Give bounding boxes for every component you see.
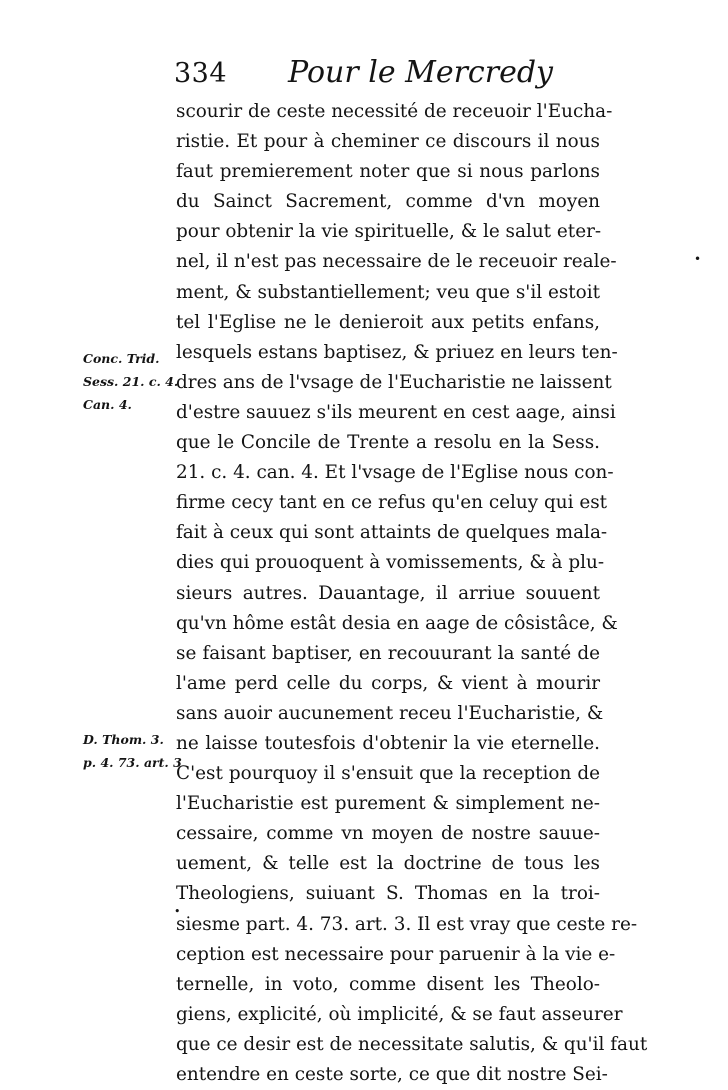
text-line: l'ame perd celle du corps, & vient à mourir	[176, 672, 600, 694]
ink-mark: •	[694, 252, 702, 266]
text-line: du Sainct Sacrement, comme d'vn moyen	[176, 191, 600, 213]
text-line: pour obtenir la vie spirituelle, & le salut eter-	[176, 221, 602, 243]
text-line: siesme part. 4. 73. art. 3. Il est vray que ceste re-	[176, 913, 638, 935]
text-line: ception est necessaire pour paruenir à la vie e-	[176, 943, 616, 965]
text-line: Theologiens, suiuant S. Thomas en la troi-	[176, 883, 600, 905]
text-line: fait à ceux qui sont attaints de quelques mala-	[176, 522, 608, 544]
text-line: que le Concile de Trente a resolu en la Sess.	[176, 432, 600, 454]
text-line: dies qui prouoquent à vomissements, & à plu-	[176, 552, 605, 574]
margin-note-thomas	[83, 728, 182, 774]
ink-mark: •	[174, 905, 181, 918]
text-line: tel l'Eglise ne le denieroit aux petits enfans,	[176, 311, 600, 333]
text-line: 21. c. 4. can. 4. Et l'vsage de l'Eglise nous con-	[176, 462, 614, 484]
text-line: que ce desir est de necessitate salutis, & qu'il faut	[176, 1033, 648, 1055]
text-line: uement, & telle est la doctrine de tous les	[176, 853, 600, 875]
margin-note-line: p. 4. 73. art. 3	[83, 755, 182, 770]
text-line: C'est pourquoy il s'ensuit que la reception de	[176, 763, 600, 785]
text-line: cessaire, comme vn moyen de nostre sauue-	[176, 823, 600, 845]
margin-note-line: Sess. 21. c. 4.	[83, 374, 179, 389]
running-head: Pour le Mercredy	[288, 55, 553, 90]
margin-note-concile	[83, 347, 178, 416]
text-line: ristie. Et pour à cheminer ce discours il nous	[176, 131, 600, 153]
body-text	[176, 97, 648, 1090]
text-line: lesquels estans baptisez, & priuez en leurs ten-	[176, 341, 618, 363]
text-line: l'Eucharistie est purement & simplement ne-	[176, 793, 600, 815]
text-line: scourir de ceste necessité de receuoir l'Eucha-	[176, 101, 613, 122]
text-line: d'estre sauuez s'ils meurent en cest aage, ainsi	[176, 401, 616, 423]
text-line: se faisant baptiser, en recouurant la santé de	[176, 642, 600, 664]
text-line: dres ans de l'vsage de l'Eucharistie ne laissent	[176, 371, 612, 393]
text-line: ne laisse toutesfois d'obtenir la vie eternelle.	[176, 732, 600, 754]
margin-note-line: D. Thom. 3.	[83, 732, 164, 747]
text-line: faut premierement noter que si nous parlons	[176, 161, 600, 183]
text-line: sans auoir aucunement receu l'Eucharistie, &	[176, 702, 604, 724]
text-line: ternelle, in voto, comme disent les Theolo-	[176, 973, 600, 995]
text-line: firme cecy tant en ce refus qu'en celuy qui est	[176, 492, 608, 514]
margin-note-line: Conc. Trid.	[83, 351, 160, 366]
text-line: nel, il n'est pas necessaire de le receuoir reale-	[176, 251, 617, 273]
text-line: sieurs autres. Dauantage, il arriue souuent	[176, 582, 600, 604]
text-line: qu'vn hôme estât desia en aage de côsistâce, &	[176, 612, 618, 634]
text-line: giens, explicité, où implicité, & se faut asseurer	[176, 1003, 623, 1025]
text-line: ment, & substantiellement; veu que s'il estoit	[176, 281, 601, 303]
text-line: entendre en ceste sorte, ce que dit nostre Sei-	[176, 1064, 608, 1085]
page-number: 334	[174, 58, 228, 89]
margin-note-line: Can. 4.	[83, 397, 132, 412]
